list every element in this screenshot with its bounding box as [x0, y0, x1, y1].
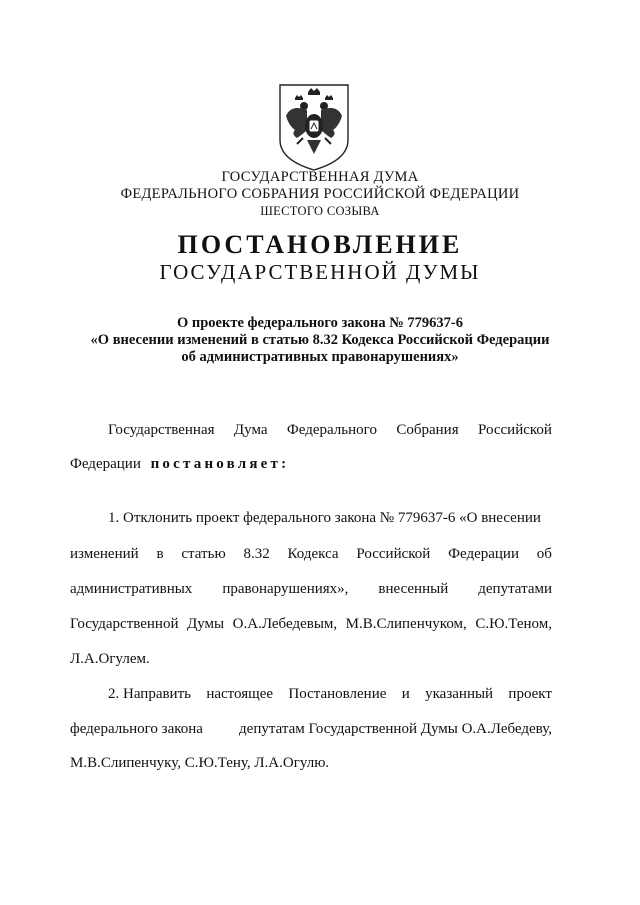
item-2-line-1	[108, 685, 552, 703]
item-word: проект	[508, 686, 552, 702]
preamble-line-1	[108, 421, 552, 439]
subject-line-1: О проекте федерального закона № 779637-6	[176, 315, 464, 331]
item-2-line-2	[70, 720, 552, 738]
item-word: настоящее	[206, 686, 274, 702]
item-word: Российской	[356, 546, 431, 562]
item-2-line-3: М.В.Слипенчуку, С.Ю.Тену, Л.А.Огулю.	[70, 755, 330, 771]
preamble-word: Собрания	[396, 422, 459, 438]
item-word: Государственной	[70, 616, 179, 632]
item-word: Думы	[187, 616, 225, 632]
russian-coat-of-arms-icon	[277, 82, 351, 172]
preamble-line-2	[70, 455, 552, 473]
preamble-word: Государственная	[108, 422, 215, 438]
document-issuer-title: ГОСУДАРСТВЕННОЙ ДУМЫ	[159, 260, 481, 284]
document-type-title: ПОСТАНОВЛЕНИЕ	[177, 230, 463, 259]
convocation-line: ШЕСТОГО СОЗЫВА	[260, 204, 380, 218]
org-name-line-2: ФЕДЕРАЛЬНОГО СОБРАНИЯ РОССИЙСКОЙ ФЕДЕРАЦИИ	[120, 186, 520, 202]
item-word: Постановление	[288, 686, 387, 702]
item-word: федерального закона	[70, 721, 203, 737]
decision-word: постановляет:	[150, 456, 290, 472]
item-word: 2. Направить	[108, 686, 191, 702]
preamble-word: Федерации	[70, 456, 141, 472]
item-word: С.Ю.Теном,	[475, 616, 552, 632]
item-1-line-1: 1. Отклонить проект федерального закона № 779637-6 «О внесении	[108, 510, 541, 526]
item-1-line-5: Л.А.Огулем.	[70, 651, 150, 667]
item-word: в	[156, 546, 164, 562]
item-word: 8.32	[243, 546, 270, 562]
org-name-line-1: ГОСУДАРСТВЕННАЯ ДУМА	[221, 169, 419, 185]
item-word: административных	[70, 581, 193, 597]
preamble-word: Дума	[233, 422, 268, 438]
item-word: об	[536, 546, 552, 562]
item-word: и	[401, 686, 410, 702]
item-word: внесенный	[378, 581, 449, 597]
item-word: указанный	[425, 686, 494, 702]
item-word: М.В.Слипенчуком,	[345, 616, 467, 632]
item-word: правонарушениях»,	[222, 581, 349, 597]
subject-line-2: «О внесении изменений в статью 8.32 Кодекса Российской Федерации	[90, 332, 550, 348]
subject-line-3: об административных правонарушениях»	[181, 349, 459, 365]
item-word: депутатами	[478, 581, 552, 597]
item-word: изменений	[70, 546, 139, 562]
item-word: Федерации	[448, 546, 519, 562]
item-1-line-2	[70, 545, 552, 563]
item-1-line-3	[70, 580, 552, 598]
item-word: статью	[181, 546, 226, 562]
preamble-word: Федерального	[286, 422, 377, 438]
item-word: Кодекса	[287, 546, 339, 562]
item-1-line-4	[70, 615, 552, 633]
item-word: депутатам Государственной Думы О.А.Лебедеву,	[239, 721, 552, 737]
item-word: О.А.Лебедевым,	[232, 616, 338, 632]
preamble-word: Российской	[478, 422, 552, 438]
